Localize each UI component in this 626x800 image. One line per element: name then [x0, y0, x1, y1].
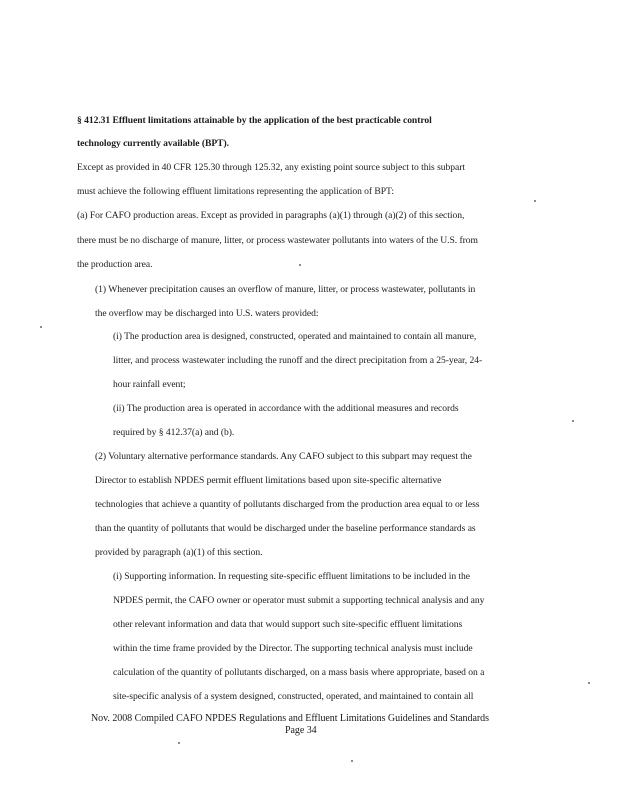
- para-a2-i-line-4: within the time frame provided by the Director. The supporting technical analysis must include: [113, 643, 473, 654]
- para-a1-i-line-2: litter, and process wastewater including the runoff and the direct precipitation from a 25-year, 24-: [113, 355, 483, 366]
- para-a1-ii-line-1: (ii) The production area is operated in accordance with the additional measures and records: [113, 403, 459, 414]
- para-a2-line-2: Director to establish NPDES permit effluent limitations based upon site-specific alternative: [95, 475, 442, 486]
- intro-line-2: must achieve the following effluent limitations representing the application of BPT:: [77, 186, 394, 197]
- para-a-line-2: there must be no discharge of manure, litter, or process wastewater pollutants into waters of the U.S. from: [77, 235, 478, 246]
- para-a2-line-1: (2) Voluntary alternative performance standards. Any CAFO subject to this subpart may request the: [95, 451, 472, 462]
- para-a2-line-4: than the quantity of pollutants that would be discharged under the baseline performance standards as: [95, 523, 476, 534]
- para-a2-i-line-2: NPDES permit, the CAFO owner or operator must submit a supporting technical analysis and any: [113, 595, 485, 606]
- para-a2-i-line-5: calculation of the quantity of pollutants discharged, on a mass basis where appropriate, based on a: [113, 667, 485, 678]
- para-a1-line-1: (1) Whenever precipitation causes an overflow of manure, litter, or process wastewater, pollutants in: [95, 284, 476, 295]
- para-a1-i-line-3: hour rainfall event;: [113, 379, 186, 390]
- scan-speck: [572, 420, 574, 422]
- para-a1-i-line-1: (i) The production area is designed, constructed, operated and maintained to contain all manure,: [113, 331, 477, 342]
- section-heading-line-1: § 412.31 Effluent limitations attainable by the application of the best practicable control: [77, 115, 432, 126]
- footer-page-number: Page 34: [285, 725, 317, 736]
- para-a1-ii-line-2: required by § 412.37(a) and (b).: [113, 427, 235, 438]
- scan-speck: [178, 742, 180, 744]
- para-a2-i-line-3: other relevant information and data that would support such site-specific effluent limitations: [113, 619, 463, 630]
- para-a-line-3: the production area.: [77, 259, 153, 270]
- para-a2-i-line-6: site-specific analysis of a system designed, constructed, operated, and maintained to contain all: [113, 691, 474, 702]
- para-a2-i-line-1: (i) Supporting information. In requesting site-specific effluent limitations to be included in the: [113, 571, 471, 582]
- intro-line-1: Except as provided in 40 CFR 125.30 through 125.32, any existing point source subject to this subpart: [77, 162, 465, 173]
- scan-speck: [351, 760, 353, 762]
- footer-title: Nov. 2008 Compiled CAFO NPDES Regulations and Effluent Limitations Guidelines and Standards: [91, 713, 489, 724]
- section-heading-line-2: technology currently available (BPT).: [77, 138, 229, 149]
- scan-speck: [299, 264, 301, 266]
- scan-speck: [588, 682, 590, 684]
- scan-speck: [40, 326, 42, 328]
- scan-speck: [534, 200, 536, 202]
- para-a2-line-3: technologies that achieve a quantity of pollutants discharged from the production area equal to or less: [95, 499, 480, 510]
- para-a2-line-5: provided by paragraph (a)(1) of this section.: [95, 547, 263, 558]
- para-a-line-1: (a) For CAFO production areas. Except as provided in paragraphs (a)(1) through (a)(2) of this section,: [77, 210, 465, 221]
- para-a1-line-2: the overflow may be discharged into U.S. waters provided:: [95, 308, 319, 319]
